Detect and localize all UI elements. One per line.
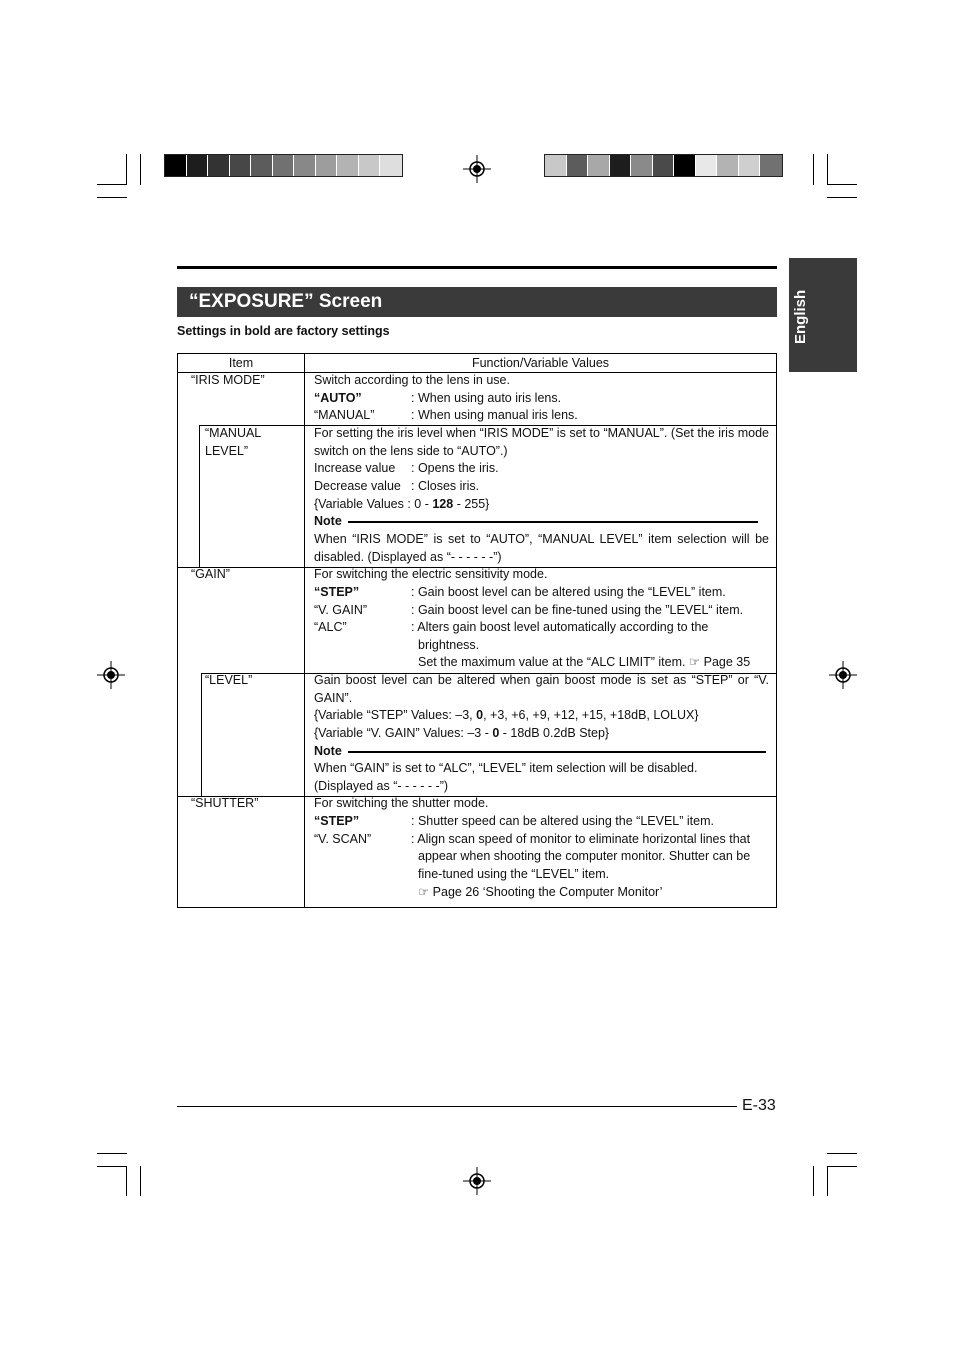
- manual-level-dec-val: : Closes iris.: [411, 479, 480, 493]
- color-bar-left: [164, 154, 403, 177]
- crop-mark: [827, 154, 828, 185]
- manual-level-desc: For setting the iris level when “IRIS MODE” is set to “MANUAL”. (Set the iris mode switch on the lens side to “AUTO”.): [314, 426, 769, 458]
- registration-mark-icon: [97, 661, 125, 689]
- level-desc: Gain boost level can be altered when gain boost mode is set as “STEP” or “V. GAIN”.: [314, 673, 769, 705]
- registration-mark-icon: [463, 1167, 491, 1195]
- shutter-vscan-val-2: appear when shooting the computer monitor. Shutter can be: [418, 849, 751, 863]
- note-rule: [348, 751, 766, 753]
- iris-mode-desc: Switch according to the lens in use.: [314, 373, 510, 387]
- footer-rule: [177, 1106, 737, 1107]
- section-title: “EXPOSURE” Screen: [177, 287, 777, 317]
- crop-mark: [126, 154, 127, 185]
- manual-level-inc-key: Increase value: [314, 461, 396, 475]
- crop-mark: [126, 1166, 127, 1196]
- manual-level-note-text: When “IRIS MODE” is set to “AUTO”, “MANUAL LEVEL” item selection will be disabled. (Displayed as “- - - - - -”): [314, 532, 769, 564]
- header-function: Function/Variable Values: [471, 356, 610, 370]
- manual-level-inc-val: : Opens the iris.: [411, 461, 499, 475]
- note-rule: [348, 521, 758, 523]
- gain-step-val: : Gain boost level can be altered using the “LEVEL” item.: [411, 585, 726, 599]
- shutter-vscan-val-4: ☞ Page 26 ‘Shooting the Computer Monitor’: [418, 885, 663, 899]
- iris-mode-manual-key: “MANUAL”: [314, 408, 375, 422]
- manual-level-dec-key: Decrease value: [314, 479, 401, 493]
- level-note-2: (Displayed as “- - - - - -”): [314, 779, 449, 793]
- level-variable-step: {Variable “STEP” Values: –3, 0, +3, +6, +9, +12, +15, +18dB, LOLUX}: [314, 708, 699, 722]
- manual-level-variable: {Variable Values : 0 - 128 - 255}: [314, 497, 490, 511]
- iris-mode-auto-val: : When using auto iris lens.: [411, 391, 562, 405]
- item-iris-mode: “IRIS MODE”: [191, 373, 265, 387]
- item-manual-level-line1: “MANUAL: [205, 426, 262, 440]
- section-top-rule: [177, 266, 777, 269]
- level-variable-vgain: {Variable “V. GAIN” Values: –3 - 0 - 18dB 0.2dB Step}: [314, 726, 610, 740]
- shutter-vscan-val-1: : Align scan speed of monitor to eliminate horizontal lines that: [411, 832, 751, 846]
- crop-mark: [140, 1166, 141, 1196]
- shutter-vscan-val-3: fine-tuned using the “LEVEL” item.: [418, 867, 610, 881]
- registration-mark-icon: [829, 661, 857, 689]
- gain-alc-key: “ALC”: [314, 620, 347, 634]
- page-number: E-33: [742, 1097, 776, 1114]
- crop-mark: [827, 1166, 857, 1167]
- crop-mark: [140, 154, 141, 185]
- item-manual-level-line2: LEVEL”: [205, 444, 249, 458]
- crop-mark: [97, 184, 127, 185]
- shutter-step-key: “STEP”: [314, 814, 360, 828]
- shutter-vscan-key: “V. SCAN”: [314, 832, 372, 846]
- level-note-label: Note: [314, 744, 342, 758]
- gain-vgain-val: : Gain boost level can be fine-tuned using the ”LEVEL“ item.: [411, 603, 744, 617]
- registration-mark-icon: [463, 155, 491, 183]
- crop-mark: [827, 1153, 857, 1154]
- gain-alc-val-1: : Alters gain boost level automatically according to the: [411, 620, 709, 634]
- gain-step-key: “STEP”: [314, 585, 360, 599]
- crop-mark: [813, 1166, 814, 1196]
- iris-mode-auto-key: “AUTO”: [314, 391, 362, 405]
- item-level: “LEVEL”: [205, 673, 253, 687]
- language-tab: [789, 258, 857, 372]
- manual-level-note-label: Note: [314, 514, 342, 528]
- crop-mark: [813, 154, 814, 185]
- item-shutter: “SHUTTER”: [191, 796, 259, 810]
- header-item: Item: [228, 356, 254, 370]
- gain-alc-val-2: brightness.: [418, 638, 480, 652]
- shutter-desc: For switching the shutter mode.: [314, 796, 489, 810]
- gain-vgain-key: “V. GAIN”: [314, 603, 368, 617]
- language-tab-label: English: [792, 289, 809, 344]
- gain-alc-val-3: Set the maximum value at the “ALC LIMIT” item. ☞ Page 35: [418, 655, 751, 669]
- iris-mode-manual-val: : When using manual iris lens.: [411, 408, 578, 422]
- shutter-step-val: : Shutter speed can be altered using the “LEVEL” item.: [411, 814, 714, 828]
- crop-mark: [827, 197, 857, 198]
- settings-table: [177, 353, 777, 908]
- crop-mark: [827, 184, 857, 185]
- color-bar-right: [544, 154, 783, 177]
- crop-mark: [97, 1166, 127, 1167]
- gain-desc: For switching the electric sensitivity mode.: [314, 567, 548, 581]
- item-gain: “GAIN”: [191, 567, 230, 581]
- crop-mark: [97, 197, 127, 198]
- crop-mark: [827, 1166, 828, 1196]
- crop-mark: [97, 1153, 127, 1154]
- level-note-1: When “GAIN” is set to “ALC”, “LEVEL” item selection will be disabled.: [314, 761, 698, 775]
- section-subtitle: Settings in bold are factory settings: [177, 324, 390, 338]
